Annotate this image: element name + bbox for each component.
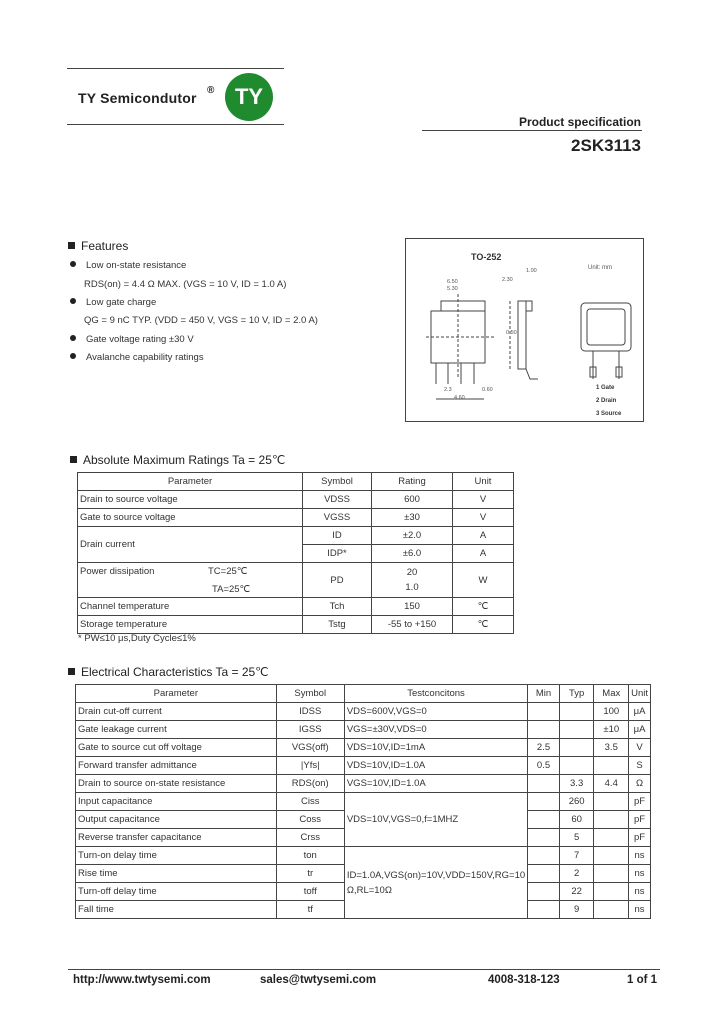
dim-label: 2.3 [444,387,452,393]
abs-max-heading [70,453,285,467]
typ-cell [559,721,594,739]
condition-cell: VDS=10V,ID=1.0A [344,757,527,775]
abs-max-title: Absolute Maximum Ratings Ta = 25℃ [83,453,286,467]
website-link[interactable]: http://www.twtysemi.com [73,974,211,986]
symbol-cell: Coss [276,811,344,829]
table-row [78,616,514,634]
side-view [510,301,538,379]
elec-title: Electrical Characteristics Ta = 25℃ [81,665,269,679]
logo-text: TY [234,84,264,109]
typ-cell [559,703,594,721]
param-cell: Turn-off delay time [76,883,277,901]
param-cell: Gate to source cut off voltage [76,739,277,757]
abs-max-table [77,472,514,634]
symbol-cell: Tch [303,598,372,616]
back-view [581,303,631,379]
package-name: TO-252 [471,252,502,262]
rating-cell: 150 [372,598,453,616]
feature-item [70,352,204,363]
symbol-cell: Tstg [303,616,372,634]
table-header-row [78,473,514,491]
dim-label: 5.30 [447,286,458,292]
col-header: Min [528,685,560,703]
rating-value: 1.0 [405,582,419,593]
table-row [78,509,514,527]
table-row [76,793,651,811]
condition-text: TC=25℃ [208,566,248,577]
company-logo [225,73,273,121]
max-cell [594,757,629,775]
unit-label: Unit: mm [588,265,612,271]
min-cell [528,721,560,739]
param-cell: Rise time [76,865,277,883]
footnote: * PW≤10 μs,Duty Cycle≤1% [78,633,196,644]
front-view [426,294,496,399]
param-cell: Forward transfer admittance [76,757,277,775]
col-header: Parameter [78,473,303,491]
param-cell: Drain current [78,527,303,563]
param-cell: Turn-on delay time [76,847,277,865]
typ-cell: 3.3 [559,775,594,793]
col-header: Rating [372,473,453,491]
max-cell: 3.5 [594,739,629,757]
col-header: Testconcitons [344,685,527,703]
symbol-cell: VDSS [303,491,372,509]
rating-cell: 600 [372,491,453,509]
table-row [76,739,651,757]
symbol-cell: IDP* [303,545,372,563]
condition-text: TA=25℃ [212,584,251,595]
col-header: Max [594,685,629,703]
table-row [76,775,651,793]
symbol-cell: ton [276,847,344,865]
param-cell: Gate leakage current [76,721,277,739]
param-cell: Channel temperature [78,598,303,616]
col-header: Symbol [276,685,344,703]
rating-cell [372,563,453,598]
unit-cell: pF [629,829,651,847]
symbol-cell: RDS(on) [276,775,344,793]
param-cell: Drain to source voltage [78,491,303,509]
max-cell: ±10 [594,721,629,739]
min-cell [528,901,560,919]
header-bottom-rule [67,124,284,125]
max-cell [594,793,629,811]
table-row [78,598,514,616]
unit-cell: V [453,509,514,527]
part-number: 2SK3113 [571,136,641,155]
unit-cell: ns [629,883,651,901]
unit-cell: A [453,545,514,563]
param-text: Power dissipation [80,566,155,577]
dim-label: 1.00 [526,268,537,274]
min-cell [528,847,560,865]
col-header: Unit [629,685,651,703]
unit-cell: V [453,491,514,509]
table-row [76,847,651,865]
param-cell: Drain to source on-state resistance [76,775,277,793]
param-cell: Output capacitance [76,811,277,829]
min-cell: 2.5 [528,739,560,757]
unit-cell: ns [629,865,651,883]
max-cell [594,829,629,847]
condition-cell: VDS=10V,VGS=0,f=1MHZ [344,793,527,847]
spec-rule [422,130,642,131]
typ-cell: 60 [559,811,594,829]
feature-item [70,334,194,345]
symbol-cell: Crss [276,829,344,847]
unit-cell: pF [629,811,651,829]
feature-item [70,260,186,271]
unit-cell: S [629,757,651,775]
table-row [76,721,651,739]
max-cell [594,847,629,865]
param-cell: Input capacitance [76,793,277,811]
condition-cell: VGS=±30V,VDS=0 [344,721,527,739]
dim-label: 2.30 [502,277,513,283]
min-cell [528,829,560,847]
section-bullet-icon [68,668,75,675]
min-cell [528,793,560,811]
typ-cell: 9 [559,901,594,919]
typ-cell [559,739,594,757]
unit-cell: A [453,527,514,545]
typ-cell: 260 [559,793,594,811]
bullet-dot-icon [70,261,76,267]
rating-cell: -55 to +150 [372,616,453,634]
min-cell [528,883,560,901]
unit-cell: μA [629,703,651,721]
features-heading [68,239,128,253]
condition-cell: VGS=10V,ID=1.0A [344,775,527,793]
typ-cell: 5 [559,829,594,847]
max-cell [594,811,629,829]
unit-cell: ℃ [453,616,514,634]
symbol-cell: |Yfs| [276,757,344,775]
col-header: Typ [559,685,594,703]
package-drawing [406,239,643,421]
typ-cell: 7 [559,847,594,865]
feature-text: Low on-state resistance [86,260,187,271]
dim-label: 6.50 [447,279,458,285]
param-cell: Fall time [76,901,277,919]
rating-cell: ±2.0 [372,527,453,545]
elec-heading [68,665,269,679]
condition-cell: VDS=10V,ID=1mA [344,739,527,757]
table-row [76,757,651,775]
pin-label: 1 Gate [596,385,615,391]
elec-table [75,684,651,919]
rating-cell: ±6.0 [372,545,453,563]
bullet-dot-icon [70,298,76,304]
param-cell: Drain cut-off current [76,703,277,721]
min-cell [528,703,560,721]
table-row [78,491,514,509]
param-cell [78,563,303,598]
typ-cell: 22 [559,883,594,901]
max-cell: 4.4 [594,775,629,793]
spec-label: Product specification [518,115,641,129]
col-header: Unit [453,473,514,491]
condition-cell: VDS=600V,VGS=0 [344,703,527,721]
symbol-cell: VGS(off) [276,739,344,757]
max-cell: 100 [594,703,629,721]
unit-cell: pF [629,793,651,811]
symbol-cell: VGSS [303,509,372,527]
table-row [78,563,514,598]
unit-cell: μA [629,721,651,739]
feature-text: Gate voltage rating ±30 V [86,334,194,345]
condition-line: Ω,RL=10Ω [346,884,392,896]
col-header: Parameter [76,685,277,703]
symbol-cell: PD [303,563,372,598]
feature-item [70,297,156,308]
dim-label: 0.50 [506,330,517,336]
min-cell [528,865,560,883]
section-bullet-icon [70,456,77,463]
col-header: Symbol [303,473,372,491]
feature-text: Low gate charge [86,297,157,308]
rating-cell: ±30 [372,509,453,527]
condition-line: ID=1.0A,VGS(on)=10V,VDD=150V,RG=10 [346,869,526,881]
package-outline-box [405,238,644,422]
dim-label: 4.60 [454,395,465,401]
symbol-cell: IDSS [276,703,344,721]
unit-cell: ℃ [453,598,514,616]
symbol-cell: toff [276,883,344,901]
symbol-cell: tf [276,901,344,919]
phone-number: 4008-318-123 [488,974,560,986]
dim-label: 0.60 [482,387,493,393]
table-row [78,527,514,545]
condition-cell [344,847,527,919]
param-cell: Reverse transfer capacitance [76,829,277,847]
param-cell: Storage temperature [78,616,303,634]
typ-cell [559,757,594,775]
min-cell: 0.5 [528,757,560,775]
max-cell [594,865,629,883]
min-cell [528,775,560,793]
email-link[interactable]: sales@twtysemi.com [260,974,377,986]
section-bullet-icon [68,242,75,249]
footer-rule [68,969,660,970]
typ-cell: 2 [559,865,594,883]
symbol-cell: Ciss [276,793,344,811]
bullet-dot-icon [70,353,76,359]
max-cell [594,901,629,919]
param-cell: Gate to source voltage [78,509,303,527]
table-row [76,703,651,721]
feature-sub: QG = 9 nC TYP. (VDD = 450 V, VGS = 10 V, ID = 2.0 A) [84,315,318,326]
unit-cell: ns [629,847,651,865]
pin-label: 2 Drain [596,398,617,404]
max-cell [594,883,629,901]
registered-mark: ® [207,85,215,96]
min-cell [528,811,560,829]
rating-value: 20 [406,567,418,578]
unit-cell: V [629,739,651,757]
symbol-cell: ID [303,527,372,545]
unit-cell: ns [629,901,651,919]
features-title: Features [81,239,129,253]
header-top-rule [67,68,284,69]
page-indicator: 1 of 1 [627,974,658,986]
feature-text: Avalanche capability ratings [86,352,204,363]
feature-sub: RDS(on) = 4.4 Ω MAX. (VGS = 10 V, ID = 1.0 A) [84,279,287,290]
unit-cell: W [453,563,514,598]
symbol-cell: tr [276,865,344,883]
unit-cell: Ω [629,775,651,793]
table-header-row [76,685,651,703]
pin-label: 3 Source [596,411,622,417]
brand-name: TY Semicondutor [78,90,197,106]
bullet-dot-icon [70,335,76,341]
symbol-cell: IGSS [276,721,344,739]
